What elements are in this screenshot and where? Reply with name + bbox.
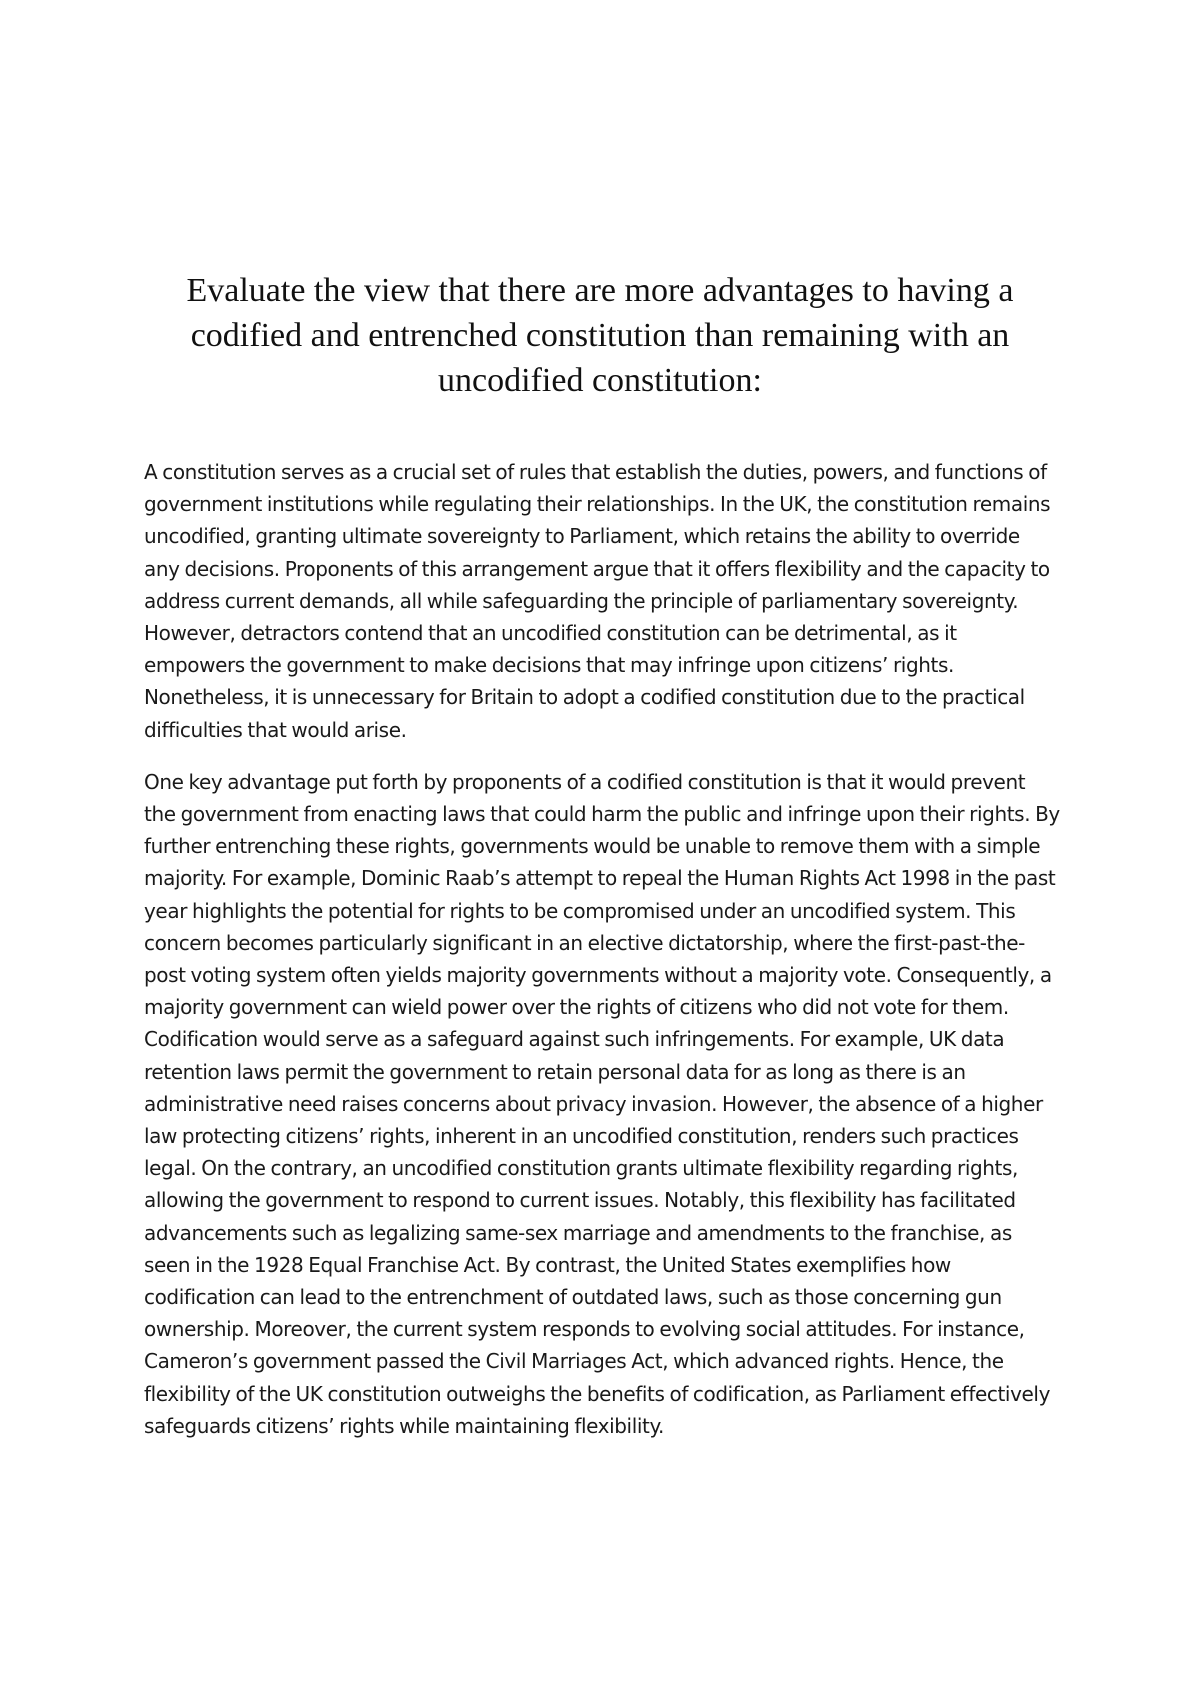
essay-title: Evaluate the view that there are more advantages to having a codified and entrenched constitution than remaining with an uncodified constitution:	[186, 272, 1014, 399]
argument-paragraph: One key advantage put forth by proponents of a codified constitution is that it would prevent the government from enacting laws that could harm the public and infringe upon their rights. By further entrenching these rights, governments would be unable to remove them with a simple majority. For example, Dominic Raab’s attempt to repeal the Human Rights Act 1998 in the past year highlights the potential for rights to be compromised under an uncodified system. This concern becomes particularly significant in an elective dictatorship, where the first-past-the-post voting system often yields majority governments without a majority vote. Consequently, a majority government can wield power over the rights of citizens who did not vote for them. Codification would serve as a safeguard against such infringements. For example, UK data retention laws permit the government to retain personal data for as long as there is an administrative need raises concerns about privacy invasion. However, the absence of a higher law protecting citizens’ rights, inherent in an uncodified constitution, renders such practices legal. On the contrary, an uncodified constitution grants ultimate flexibility regarding rights, allowing the government to respond to current issues. Notably, this flexibility has facilitated advancements such as legalizing same-sex marriage and amendments to the franchise, as seen in the 1928 Equal Franchise Act. By contrast, the United States exemplifies how codification can lead to the entrenchment of outdated laws, such as those concerning gun ownership. Moreover, the current system responds to evolving social attitudes. For instance, Cameron’s government passed the Civil Marriages Act, which advanced rights. Hence, the flexibility of the UK constitution outweighs the benefits of codification, as Parliament effectively safeguards citizens’ rights while maintaining flexibility.	[144, 769, 1060, 1438]
intro-paragraph: A constitution serves as a crucial set of rules that establish the duties, powers, and functions of government institutions while regulating their relationships. In the UK, the constitution remains uncodified, granting ultimate sovereignty to Parliament, which retains the ability to override any decisions. Proponents of this arrangement argue that it offers flexibility and the capacity to address current demands, all while safeguarding the principle of parliamentary sovereignty. However, detractors contend that an uncodified constitution can be detrimental, as it empowers the government to make decisions that may infringe upon citizens’ rights. Nonetheless, it is unnecessary for Britain to adopt a codified constitution due to the practical difficulties that would arise.	[144, 460, 1051, 742]
essay-body	[144, 456, 1060, 1442]
